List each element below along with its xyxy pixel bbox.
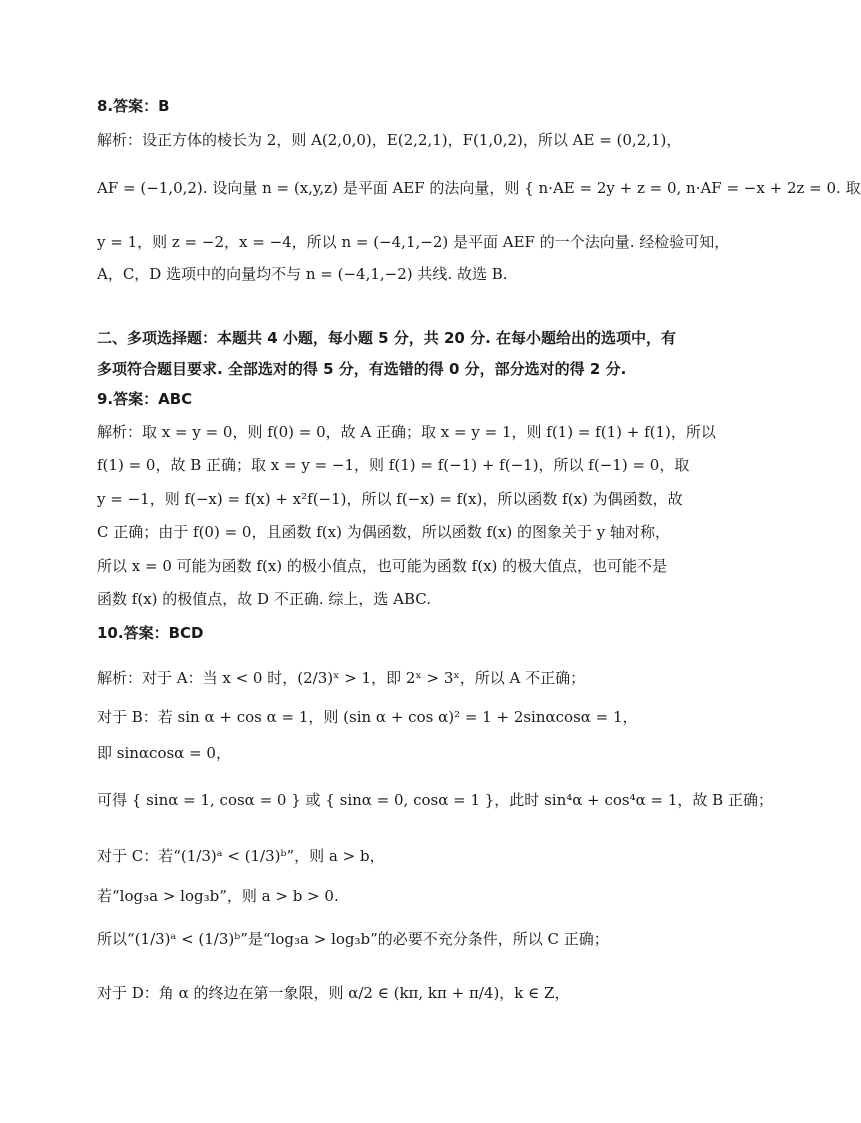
q9-heading: 9.答案：ABC (97, 390, 193, 408)
q8-line-4: A，C，D 选项中的向量均不与 n = (−4,1,−2) 共线. 故选 B. (97, 265, 508, 283)
q10-line-4: 可得 { sinα = 1, cosα = 0 } 或 { sinα = 0, cosα = 1 }，此时 sin⁴α + cos⁴α = 1，故 B 正确； (97, 791, 773, 809)
q9-line-1: 解析：取 x = y = 0，则 f(0) = 0，故 A 正确；取 x = y = 1，则 f(1) = f(1) + f(1)，所以 (97, 423, 716, 441)
q8-heading: 8.答案：B (97, 97, 170, 115)
q9-line-4: C 正确；由于 f(0) = 0，且函数 f(x) 为偶函数，所以函数 f(x) 的图象关于 y 轴对称， (97, 523, 670, 541)
q8-line-3: y = 1，则 z = −2，x = −4，所以 n = (−4,1,−2) 是平面 AEF 的一个法向量. 经检验可知， (97, 233, 730, 251)
q10-line-7: 所以“(1/3)ᵃ < (1/3)ᵇ”是“log₃a > log₃b”的必要不充分条件，所以 C 正确； (97, 930, 609, 948)
q8-line-1: 解析：设正方体的棱长为 2，则 A(2,0,0)，E(2,2,1)，F(1,0,2)，所以 AE = (0,2,1)， (97, 131, 682, 149)
q9-line-2: f(1) = 0，故 B 正确；取 x = y = −1，则 f(1) = f(−1) + f(−1)，所以 f(−1) = 0，取 (97, 456, 690, 474)
q9-line-5: 所以 x = 0 可能为函数 f(x) 的极小值点，也可能为函数 f(x) 的极大值点，也可能不是 (97, 557, 668, 575)
q9-line-3: y = −1，则 f(−x) = f(x) + x²f(−1)，所以 f(−x) = f(x)，所以函数 f(x) 为偶函数，故 (97, 490, 683, 508)
section-2-line-1: 二、多项选择题：本题共 4 小题，每小题 5 分，共 20 分. 在每小题给出的选项中，有 (97, 329, 677, 347)
q10-line-5: 对于 C：若“(1/3)ᵃ < (1/3)ᵇ”，则 a > b， (97, 847, 385, 865)
q10-line-8: 对于 D：角 α 的终边在第一象限，则 α/2 ∈ (kπ, kπ + π/4)，k ∈ Z， (97, 984, 570, 1002)
q10-line-3: 即 sinαcosα = 0， (97, 744, 231, 762)
q8-line-2: AF = (−1,0,2). 设向量 n = (x,y,z) 是平面 AEF 的法向量，则 { n·AE = 2y + z = 0, n·AF = −x + 2z = 0. 取 (97, 179, 861, 197)
q10-line-6: 若“log₃a > log₃b”，则 a > b > 0. (97, 887, 339, 905)
q9-line-6: 函数 f(x) 的极值点，故 D 不正确. 综上，选 ABC. (97, 590, 431, 608)
q10-line-1: 解析：对于 A：当 x < 0 时，(2/3)ˣ > 1，即 2ˣ > 3ˣ，所以 A 不正确； (97, 669, 586, 687)
q10-line-2: 对于 B：若 sin α + cos α = 1，则 (sin α + cos α)² = 1 + 2sinαcosα = 1， (97, 708, 638, 726)
q10-heading: 10.答案：BCD (97, 624, 204, 642)
section-2-line-2: 多项符合题目要求. 全部选对的得 5 分，有选错的得 0 分，部分选对的得 2 分. (97, 360, 627, 378)
